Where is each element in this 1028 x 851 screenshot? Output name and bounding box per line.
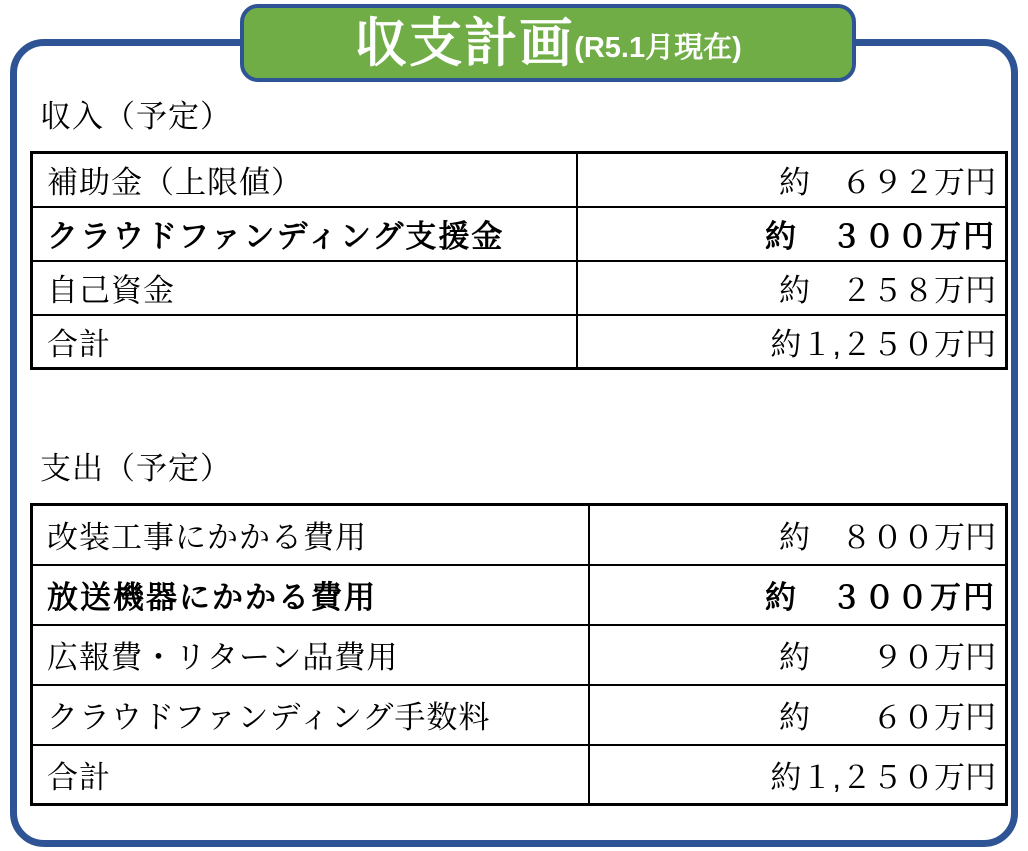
item-label-cell: 合計 bbox=[32, 315, 577, 369]
item-label-cell: 改装工事にかかる費用 bbox=[32, 505, 589, 565]
income-table bbox=[30, 151, 1008, 370]
table-row bbox=[32, 505, 1007, 565]
item-label-cell: クラウドファンディング支援金 bbox=[32, 207, 577, 261]
expense-table-body bbox=[32, 505, 1007, 805]
table-row bbox=[32, 315, 1007, 369]
title-badge bbox=[240, 4, 856, 82]
table-row bbox=[32, 625, 1007, 685]
amount-cell: 約 ９０万円 bbox=[589, 625, 1007, 685]
page-title: 収支計画 bbox=[354, 13, 575, 73]
amount-cell: 約 ３００万円 bbox=[589, 565, 1007, 625]
item-label-cell: クラウドファンディング手数料 bbox=[32, 685, 589, 745]
table-row bbox=[32, 207, 1007, 261]
income-section-label: 収入（予定） bbox=[40, 99, 232, 134]
amount-cell: 約 ６９２万円 bbox=[577, 153, 1007, 207]
amount-cell: 約 ８００万円 bbox=[589, 505, 1007, 565]
amount-cell: 約 ３００万円 bbox=[577, 207, 1007, 261]
item-label-cell: 広報費・リターン品費用 bbox=[32, 625, 589, 685]
page-title-date: (R5.1月現在) bbox=[574, 31, 742, 64]
amount-cell: 約 ２５８万円 bbox=[577, 261, 1007, 315]
amount-cell: 約１,２５０万円 bbox=[577, 315, 1007, 369]
table-row bbox=[32, 685, 1007, 745]
table-row bbox=[32, 745, 1007, 805]
item-label-cell: 放送機器にかかる費用 bbox=[32, 565, 589, 625]
amount-cell: 約１,２５０万円 bbox=[589, 745, 1007, 805]
amount-cell: 約 ６０万円 bbox=[589, 685, 1007, 745]
table-row bbox=[32, 261, 1007, 315]
expense-section-label: 支出（予定） bbox=[40, 451, 232, 486]
table-row bbox=[32, 153, 1007, 207]
expense-table bbox=[30, 503, 1008, 806]
income-table-body bbox=[32, 153, 1007, 369]
item-label-cell: 補助金（上限値） bbox=[32, 153, 577, 207]
table-row bbox=[32, 565, 1007, 625]
item-label-cell: 合計 bbox=[32, 745, 589, 805]
item-label-cell: 自己資金 bbox=[32, 261, 577, 315]
